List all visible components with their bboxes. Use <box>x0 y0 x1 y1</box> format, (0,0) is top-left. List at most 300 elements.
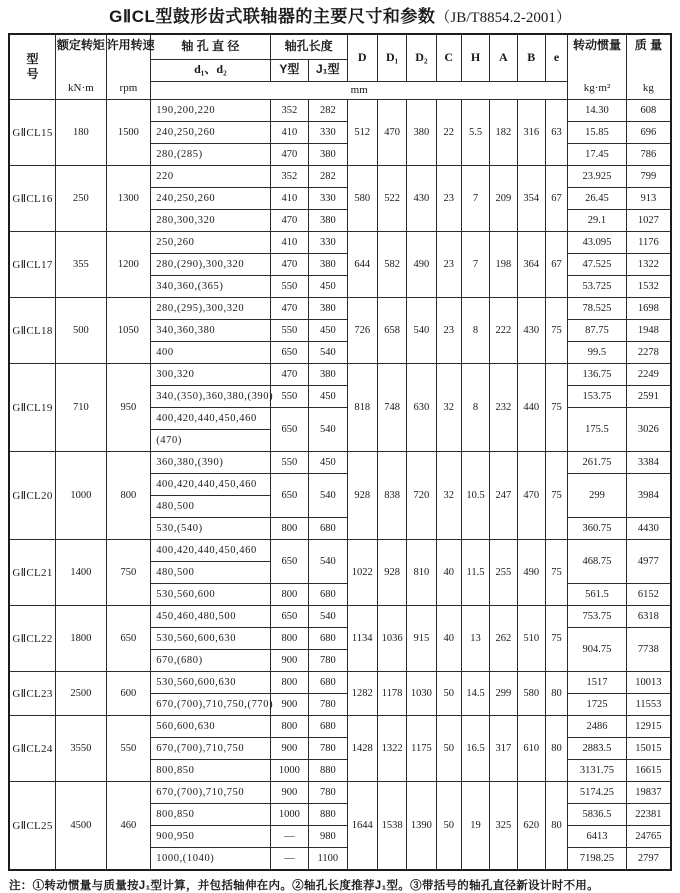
cell-dim-H: 13 <box>461 606 489 672</box>
cell-mass: 7738 <box>626 628 671 672</box>
cell-dim-e: 80 <box>545 716 567 782</box>
cell-length-y: 470 <box>270 254 308 276</box>
cell-bore-diameters: 800,850 <box>151 804 270 826</box>
cell-length-y: 800 <box>270 518 308 540</box>
col-header-model-line1: 型 <box>26 52 39 66</box>
cell-length-y: 900 <box>270 738 308 760</box>
cell-length-y: 470 <box>270 298 308 320</box>
cell-mass: 3026 <box>626 408 671 452</box>
cell-dim-A: 299 <box>490 672 517 716</box>
torque-unit: kN·m <box>68 82 94 95</box>
cell-mass: 2591 <box>626 386 671 408</box>
cell-length-j1: 380 <box>309 210 347 232</box>
cell-bore-diameters: 670,(680) <box>151 650 270 672</box>
cell-dim-H: 7 <box>461 232 489 298</box>
col-header-bore-length: 轴孔长度 <box>270 34 347 59</box>
cell-dim-B: 430 <box>517 298 545 364</box>
cell-mass: 22381 <box>626 804 671 826</box>
col-header-D: D <box>347 34 377 81</box>
cell-bore-diameters: 340,360,(365) <box>151 276 270 298</box>
cell-length-j1: 880 <box>309 760 347 782</box>
cell-dim-A: 222 <box>490 298 517 364</box>
table-row <box>9 298 671 320</box>
cell-mass: 2278 <box>626 342 671 364</box>
cell-rated-torque: 500 <box>56 298 107 364</box>
cell-dim-D: 1282 <box>347 672 377 716</box>
cell-length-y: 900 <box>270 694 308 716</box>
cell-rated-torque: 250 <box>56 166 107 232</box>
table-row <box>9 782 671 804</box>
cell-mass: 4430 <box>626 518 671 540</box>
cell-dim-e: 63 <box>545 100 567 166</box>
cell-dim-B: 470 <box>517 452 545 540</box>
cell-model: GⅡCL24 <box>9 716 56 782</box>
cell-dim-B: 440 <box>517 364 545 452</box>
cell-bore-diameters: 250,260 <box>151 232 270 254</box>
cell-inertia: 360.75 <box>568 518 627 540</box>
cell-permissible-speed: 950 <box>106 364 151 452</box>
cell-bore-diameters: 280,(290),300,320 <box>151 254 270 276</box>
inertia-label: 转动惯量 <box>572 38 621 52</box>
cell-permissible-speed: 550 <box>106 716 151 782</box>
col-header-torque <box>56 34 107 100</box>
cell-mass: 19837 <box>626 782 671 804</box>
cell-dim-A: 247 <box>490 452 517 540</box>
cell-inertia: 26.45 <box>568 188 627 210</box>
table-row <box>9 364 671 386</box>
cell-mass: 1948 <box>626 320 671 342</box>
cell-length-j1: 540 <box>309 408 347 452</box>
cell-dim-D: 1022 <box>347 540 377 606</box>
cell-mass: 786 <box>626 144 671 166</box>
col-header-B: B <box>517 34 545 81</box>
cell-dim-B: 316 <box>517 100 545 166</box>
cell-inertia: 5174.25 <box>568 782 627 804</box>
cell-permissible-speed: 460 <box>106 782 151 871</box>
cell-length-y: 800 <box>270 584 308 606</box>
cell-mass: 1532 <box>626 276 671 298</box>
cell-bore-diameters: 240,250,260 <box>151 122 270 144</box>
cell-bore-diameters: 670,(700),710,750,(770) <box>151 694 270 716</box>
cell-dim-e: 80 <box>545 672 567 716</box>
cell-length-j1: 380 <box>309 364 347 386</box>
cell-length-j1: 450 <box>309 386 347 408</box>
cell-length-y: 1000 <box>270 804 308 826</box>
cell-bore-diameters: 450,460,480,500 <box>151 606 270 628</box>
cell-dim-D2: 490 <box>407 232 436 298</box>
table-row <box>9 166 671 188</box>
cell-dim-D: 818 <box>347 364 377 452</box>
cell-bore-diameters: 400,420,440,450,460 <box>151 540 270 562</box>
cell-mass: 2797 <box>626 848 671 871</box>
cell-length-j1: 680 <box>309 518 347 540</box>
cell-permissible-speed: 1050 <box>106 298 151 364</box>
cell-rated-torque: 180 <box>56 100 107 166</box>
cell-bore-diameters: 360,380,(390) <box>151 452 270 474</box>
cell-bore-diameters: 280,(295),300,320 <box>151 298 270 320</box>
cell-bore-diameters: 670,(700),710,750 <box>151 782 270 804</box>
cell-length-j1: 540 <box>309 606 347 628</box>
cell-dim-D1: 1538 <box>377 782 406 871</box>
cell-inertia: 136.75 <box>568 364 627 386</box>
cell-inertia: 175.5 <box>568 408 627 452</box>
cell-length-y: 352 <box>270 166 308 188</box>
cell-model: GⅡCL22 <box>9 606 56 672</box>
cell-model: GⅡCL19 <box>9 364 56 452</box>
cell-rated-torque: 710 <box>56 364 107 452</box>
cell-length-j1: 540 <box>309 474 347 518</box>
cell-permissible-speed: 1300 <box>106 166 151 232</box>
cell-bore-diameters: 400 <box>151 342 270 364</box>
cell-mass: 15015 <box>626 738 671 760</box>
cell-dim-B: 580 <box>517 672 545 716</box>
cell-dim-D1: 582 <box>377 232 406 298</box>
cell-mass: 3984 <box>626 474 671 518</box>
cell-dim-D1: 658 <box>377 298 406 364</box>
cell-permissible-speed: 800 <box>106 452 151 540</box>
col-header-j1-type: J₁型 <box>309 59 347 81</box>
cell-mass: 2249 <box>626 364 671 386</box>
cell-inertia: 29.1 <box>568 210 627 232</box>
cell-dim-C: 50 <box>436 672 461 716</box>
cell-mass: 799 <box>626 166 671 188</box>
cell-inertia: 6413 <box>568 826 627 848</box>
cell-mass: 696 <box>626 122 671 144</box>
mass-unit: kg <box>642 82 654 95</box>
cell-bore-diameters: 300,320 <box>151 364 270 386</box>
cell-inertia: 299 <box>568 474 627 518</box>
cell-inertia: 78.525 <box>568 298 627 320</box>
cell-length-y: 650 <box>270 474 308 518</box>
cell-dim-H: 7 <box>461 166 489 232</box>
col-header-A: A <box>490 34 517 81</box>
cell-model: GⅡCL21 <box>9 540 56 606</box>
cell-inertia: 53.725 <box>568 276 627 298</box>
cell-dim-D: 1428 <box>347 716 377 782</box>
cell-dim-D2: 720 <box>407 452 436 540</box>
cell-dim-A: 232 <box>490 364 517 452</box>
cell-dim-C: 23 <box>436 166 461 232</box>
cell-dim-C: 22 <box>436 100 461 166</box>
cell-length-y: 470 <box>270 364 308 386</box>
col-header-y-type: Y型 <box>270 59 308 81</box>
cell-length-j1: 780 <box>309 650 347 672</box>
cell-model: GⅡCL15 <box>9 100 56 166</box>
col-header-D1: D₁ <box>377 34 406 81</box>
cell-bore-diameters: 530,560,600,630 <box>151 672 270 694</box>
cell-dim-A: 198 <box>490 232 517 298</box>
cell-dim-D1: 470 <box>377 100 406 166</box>
cell-dim-D2: 1175 <box>407 716 436 782</box>
cell-dim-e: 75 <box>545 452 567 540</box>
col-header-D2: D₂ <box>407 34 436 81</box>
cell-dim-e: 80 <box>545 782 567 871</box>
cell-bore-diameters: 530,560,600,630 <box>151 628 270 650</box>
cell-dim-C: 23 <box>436 298 461 364</box>
cell-inertia: 1725 <box>568 694 627 716</box>
cell-bore-diameters: 530,560,600 <box>151 584 270 606</box>
cell-length-y: 900 <box>270 782 308 804</box>
cell-bore-diameters: 670,(700),710,750 <box>151 738 270 760</box>
cell-length-j1: 282 <box>309 100 347 122</box>
col-header-bore-diameter: 轴 孔 直 径 <box>151 34 270 59</box>
cell-dim-A: 209 <box>490 166 517 232</box>
cell-dim-D: 512 <box>347 100 377 166</box>
cell-mass: 6318 <box>626 606 671 628</box>
cell-length-j1: 380 <box>309 144 347 166</box>
unit-mm-cell: mm <box>151 81 568 99</box>
cell-inertia: 2883.5 <box>568 738 627 760</box>
cell-length-j1: 282 <box>309 166 347 188</box>
cell-inertia: 14.30 <box>568 100 627 122</box>
cell-bore-diameters: 1000,(1040) <box>151 848 270 871</box>
cell-dim-H: 11.5 <box>461 540 489 606</box>
cell-length-j1: 380 <box>309 254 347 276</box>
cell-dim-H: 8 <box>461 364 489 452</box>
cell-length-y: 410 <box>270 188 308 210</box>
cell-length-j1: 680 <box>309 628 347 650</box>
cell-inertia: 468.75 <box>568 540 627 584</box>
cell-mass: 1322 <box>626 254 671 276</box>
col-header-model-line2: 号 <box>26 67 39 81</box>
cell-dim-D: 1644 <box>347 782 377 871</box>
cell-model: GⅡCL17 <box>9 232 56 298</box>
cell-bore-diameters: 480,500 <box>151 496 270 518</box>
table-row <box>9 672 671 694</box>
cell-dim-B: 354 <box>517 166 545 232</box>
cell-length-j1: 780 <box>309 738 347 760</box>
cell-dim-e: 75 <box>545 606 567 672</box>
cell-mass: 12915 <box>626 716 671 738</box>
cell-bore-diameters: 280,(285) <box>151 144 270 166</box>
cell-length-y: 800 <box>270 716 308 738</box>
cell-length-y: — <box>270 848 308 871</box>
col-header-e: e <box>545 34 567 81</box>
cell-bore-diameters: 340,(350),360,380,(390) <box>151 386 270 408</box>
cell-mass: 1027 <box>626 210 671 232</box>
title-main: GⅡCL型鼓形齿式联轴器的主要尺寸和参数 <box>109 7 436 26</box>
cell-length-j1: 450 <box>309 320 347 342</box>
cell-length-y: 900 <box>270 650 308 672</box>
cell-bore-diameters: 800,850 <box>151 760 270 782</box>
cell-dim-H: 19 <box>461 782 489 871</box>
cell-dim-D1: 748 <box>377 364 406 452</box>
cell-length-j1: 880 <box>309 804 347 826</box>
cell-model: GⅡCL25 <box>9 782 56 871</box>
cell-dim-D2: 540 <box>407 298 436 364</box>
cell-length-y: — <box>270 826 308 848</box>
cell-dim-D2: 380 <box>407 100 436 166</box>
cell-length-j1: 680 <box>309 672 347 694</box>
cell-length-j1: 330 <box>309 122 347 144</box>
cell-rated-torque: 1800 <box>56 606 107 672</box>
cell-dim-B: 490 <box>517 540 545 606</box>
cell-length-y: 550 <box>270 386 308 408</box>
cell-dim-B: 610 <box>517 716 545 782</box>
cell-dim-D: 928 <box>347 452 377 540</box>
cell-length-y: 352 <box>270 100 308 122</box>
cell-length-j1: 540 <box>309 342 347 364</box>
cell-dim-e: 75 <box>545 364 567 452</box>
cell-permissible-speed: 1500 <box>106 100 151 166</box>
cell-dim-D: 644 <box>347 232 377 298</box>
table-row <box>9 452 671 474</box>
cell-dim-C: 32 <box>436 364 461 452</box>
cell-length-j1: 380 <box>309 298 347 320</box>
cell-rated-torque: 1000 <box>56 452 107 540</box>
cell-inertia: 15.85 <box>568 122 627 144</box>
cell-dim-A: 182 <box>490 100 517 166</box>
cell-length-j1: 980 <box>309 826 347 848</box>
speed-label: 许用转速 <box>106 38 155 52</box>
cell-mass: 1176 <box>626 232 671 254</box>
cell-dim-H: 10.5 <box>461 452 489 540</box>
cell-bore-diameters: 280,300,320 <box>151 210 270 232</box>
table-row <box>9 716 671 738</box>
cell-dim-A: 325 <box>490 782 517 871</box>
cell-dim-D1: 1036 <box>377 606 406 672</box>
cell-mass: 608 <box>626 100 671 122</box>
cell-length-j1: 780 <box>309 694 347 716</box>
cell-dim-D1: 838 <box>377 452 406 540</box>
cell-inertia: 261.75 <box>568 452 627 474</box>
mass-label: 质 量 <box>634 38 663 52</box>
cell-bore-diameters: 900,950 <box>151 826 270 848</box>
cell-inertia: 7198.25 <box>568 848 627 871</box>
cell-bore-diameters: 480,500 <box>151 562 270 584</box>
cell-mass: 913 <box>626 188 671 210</box>
cell-dim-e: 75 <box>545 540 567 606</box>
cell-permissible-speed: 600 <box>106 672 151 716</box>
cell-dim-e: 67 <box>545 166 567 232</box>
cell-permissible-speed: 750 <box>106 540 151 606</box>
cell-dim-A: 255 <box>490 540 517 606</box>
cell-dim-C: 40 <box>436 606 461 672</box>
cell-dim-D2: 915 <box>407 606 436 672</box>
cell-mass: 3384 <box>626 452 671 474</box>
cell-mass: 10013 <box>626 672 671 694</box>
cell-dim-D: 726 <box>347 298 377 364</box>
cell-inertia: 23.925 <box>568 166 627 188</box>
table-row <box>9 232 671 254</box>
col-header-C: C <box>436 34 461 81</box>
cell-dim-e: 75 <box>545 298 567 364</box>
cell-bore-diameters: 530,(540) <box>151 518 270 540</box>
cell-bore-diameters: 220 <box>151 166 270 188</box>
cell-dim-C: 23 <box>436 232 461 298</box>
col-header-H: H <box>461 34 489 81</box>
cell-dim-B: 620 <box>517 782 545 871</box>
cell-length-y: 470 <box>270 210 308 232</box>
cell-dim-D2: 1030 <box>407 672 436 716</box>
cell-length-y: 550 <box>270 320 308 342</box>
footnote: 注：①转动惯量与质量按J₁型计算，并包括轴伸在内。②轴孔长度推荐J₁型。③带括号的轴孔直径新设计时不用。 <box>9 880 599 892</box>
cell-model: GⅡCL23 <box>9 672 56 716</box>
cell-inertia: 87.75 <box>568 320 627 342</box>
cell-dim-D1: 1178 <box>377 672 406 716</box>
cell-dim-D1: 522 <box>377 166 406 232</box>
table-row <box>9 540 671 562</box>
cell-dim-H: 5.5 <box>461 100 489 166</box>
cell-mass: 16615 <box>626 760 671 782</box>
cell-model: GⅡCL18 <box>9 298 56 364</box>
cell-rated-torque: 1400 <box>56 540 107 606</box>
col-header-inertia <box>568 34 627 100</box>
cell-dim-D2: 810 <box>407 540 436 606</box>
cell-dim-B: 510 <box>517 606 545 672</box>
coupling-spec-table <box>8 33 672 871</box>
cell-dim-H: 14.5 <box>461 672 489 716</box>
cell-length-y: 650 <box>270 408 308 452</box>
cell-length-j1: 450 <box>309 276 347 298</box>
col-header-speed <box>106 34 155 100</box>
page-title <box>0 0 680 29</box>
cell-length-j1: 330 <box>309 188 347 210</box>
cell-length-j1: 1100 <box>309 848 347 871</box>
cell-dim-D: 1134 <box>347 606 377 672</box>
col-header-d1-d2: d₁、d₂ <box>151 59 270 81</box>
cell-bore-diameters: 400,420,440,450,460 <box>151 408 270 430</box>
cell-dim-D2: 630 <box>407 364 436 452</box>
cell-length-y: 650 <box>270 342 308 364</box>
cell-bore-diameters: (470) <box>151 430 270 452</box>
cell-mass: 6152 <box>626 584 671 606</box>
table-row <box>9 100 671 122</box>
cell-dim-e: 67 <box>545 232 567 298</box>
cell-dim-D: 580 <box>347 166 377 232</box>
col-header-mass <box>626 34 671 100</box>
cell-length-j1: 450 <box>309 452 347 474</box>
cell-bore-diameters: 400,420,440,450,460 <box>151 474 270 496</box>
cell-inertia: 3131.75 <box>568 760 627 782</box>
inertia-unit: kg·m² <box>583 82 611 95</box>
cell-inertia: 561.5 <box>568 584 627 606</box>
cell-inertia: 753.75 <box>568 606 627 628</box>
cell-length-y: 650 <box>270 540 308 584</box>
cell-length-j1: 680 <box>309 716 347 738</box>
cell-dim-D1: 1322 <box>377 716 406 782</box>
cell-inertia: 904.75 <box>568 628 627 672</box>
cell-dim-D2: 1390 <box>407 782 436 871</box>
cell-inertia: 47.525 <box>568 254 627 276</box>
cell-inertia: 5836.5 <box>568 804 627 826</box>
cell-permissible-speed: 650 <box>106 606 151 672</box>
cell-length-y: 550 <box>270 276 308 298</box>
cell-rated-torque: 2500 <box>56 672 107 716</box>
cell-length-y: 800 <box>270 628 308 650</box>
cell-rated-torque: 4500 <box>56 782 107 871</box>
cell-inertia: 153.75 <box>568 386 627 408</box>
table-header <box>9 34 671 100</box>
cell-dim-C: 40 <box>436 540 461 606</box>
cell-length-y: 550 <box>270 452 308 474</box>
cell-dim-A: 262 <box>490 606 517 672</box>
cell-bore-diameters: 340,360,380 <box>151 320 270 342</box>
cell-dim-B: 364 <box>517 232 545 298</box>
cell-rated-torque: 355 <box>56 232 107 298</box>
cell-inertia: 99.5 <box>568 342 627 364</box>
cell-dim-C: 50 <box>436 716 461 782</box>
cell-dim-A: 317 <box>490 716 517 782</box>
table-row <box>9 606 671 628</box>
cell-bore-diameters: 560,600,630 <box>151 716 270 738</box>
cell-length-j1: 330 <box>309 232 347 254</box>
cell-mass: 4977 <box>626 540 671 584</box>
table-body <box>9 100 671 871</box>
cell-rated-torque: 3550 <box>56 716 107 782</box>
cell-length-y: 410 <box>270 122 308 144</box>
torque-label: 额定转矩 <box>56 38 105 52</box>
